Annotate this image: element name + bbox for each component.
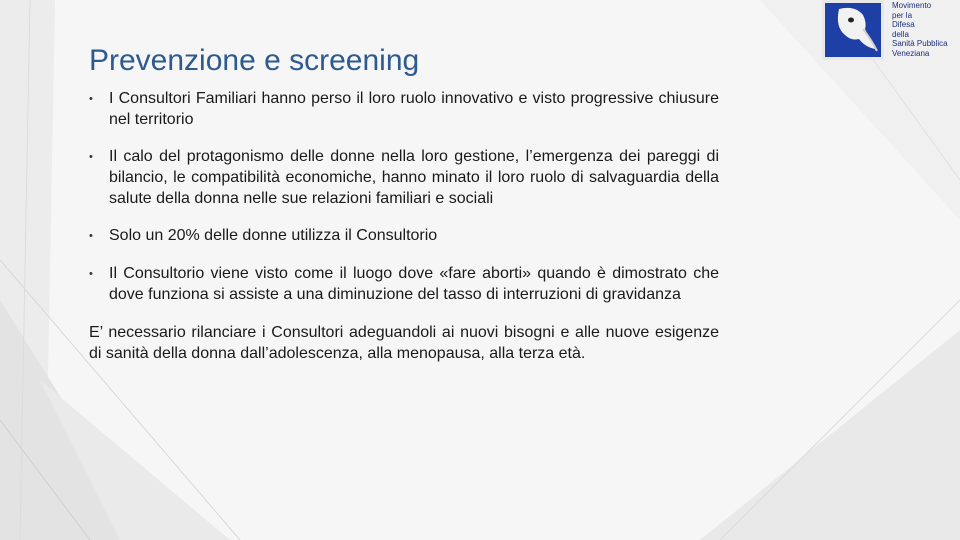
bullet-marker: • xyxy=(89,93,93,105)
slide-title: Prevenzione e screening xyxy=(89,44,420,77)
bullet-text: I Consultori Familiari hanno perso il loro ruolo innovativo e visto progressive chiusure nel territorio xyxy=(109,90,719,128)
bullet-item xyxy=(89,263,719,305)
bullet-item xyxy=(89,146,719,209)
bullet-marker: • xyxy=(89,151,93,163)
logo-line: Veneziana xyxy=(892,48,930,58)
bullet-item xyxy=(89,225,719,247)
plague-doctor-mask-icon xyxy=(822,0,884,60)
closing-paragraph: E’ necessario rilanciare i Consultori adeguandoli ai nuovi bisogni e alle nuove esigenze di sanità della donna dall’adolescenza, alla menopausa, alla terza età. xyxy=(89,324,719,362)
bullet-text: Il Consultorio viene visto come il luogo dove «fare aborti» quando è dimostrato che dove funziona si assiste a una diminuzione del tasso di interruzioni di gravidanza xyxy=(109,265,719,303)
logo-line: Sanità Pubblica xyxy=(892,39,948,48)
logo-line: Difesa xyxy=(892,20,915,29)
bullet-item xyxy=(89,88,719,130)
logo-text xyxy=(892,1,948,58)
logo-line: per la xyxy=(892,10,913,20)
logo-line: Movimento xyxy=(892,1,932,10)
slide-content xyxy=(89,88,719,364)
bullet-marker: • xyxy=(89,230,93,242)
bullet-text: Il calo del protagonismo delle donne nella loro gestione, l’emergenza dei pareggi di bilancio, le compatibilità economiche, hanno minato il loro ruolo di salvaguardia della salute della donna nelle sue relazioni familiari e sociali xyxy=(109,148,719,207)
bullet-marker: • xyxy=(89,268,93,280)
bullet-text: Solo un 20% delle donne utilizza il Consultorio xyxy=(109,227,438,244)
logo-line: della xyxy=(892,29,909,39)
organization-logo xyxy=(822,0,960,60)
